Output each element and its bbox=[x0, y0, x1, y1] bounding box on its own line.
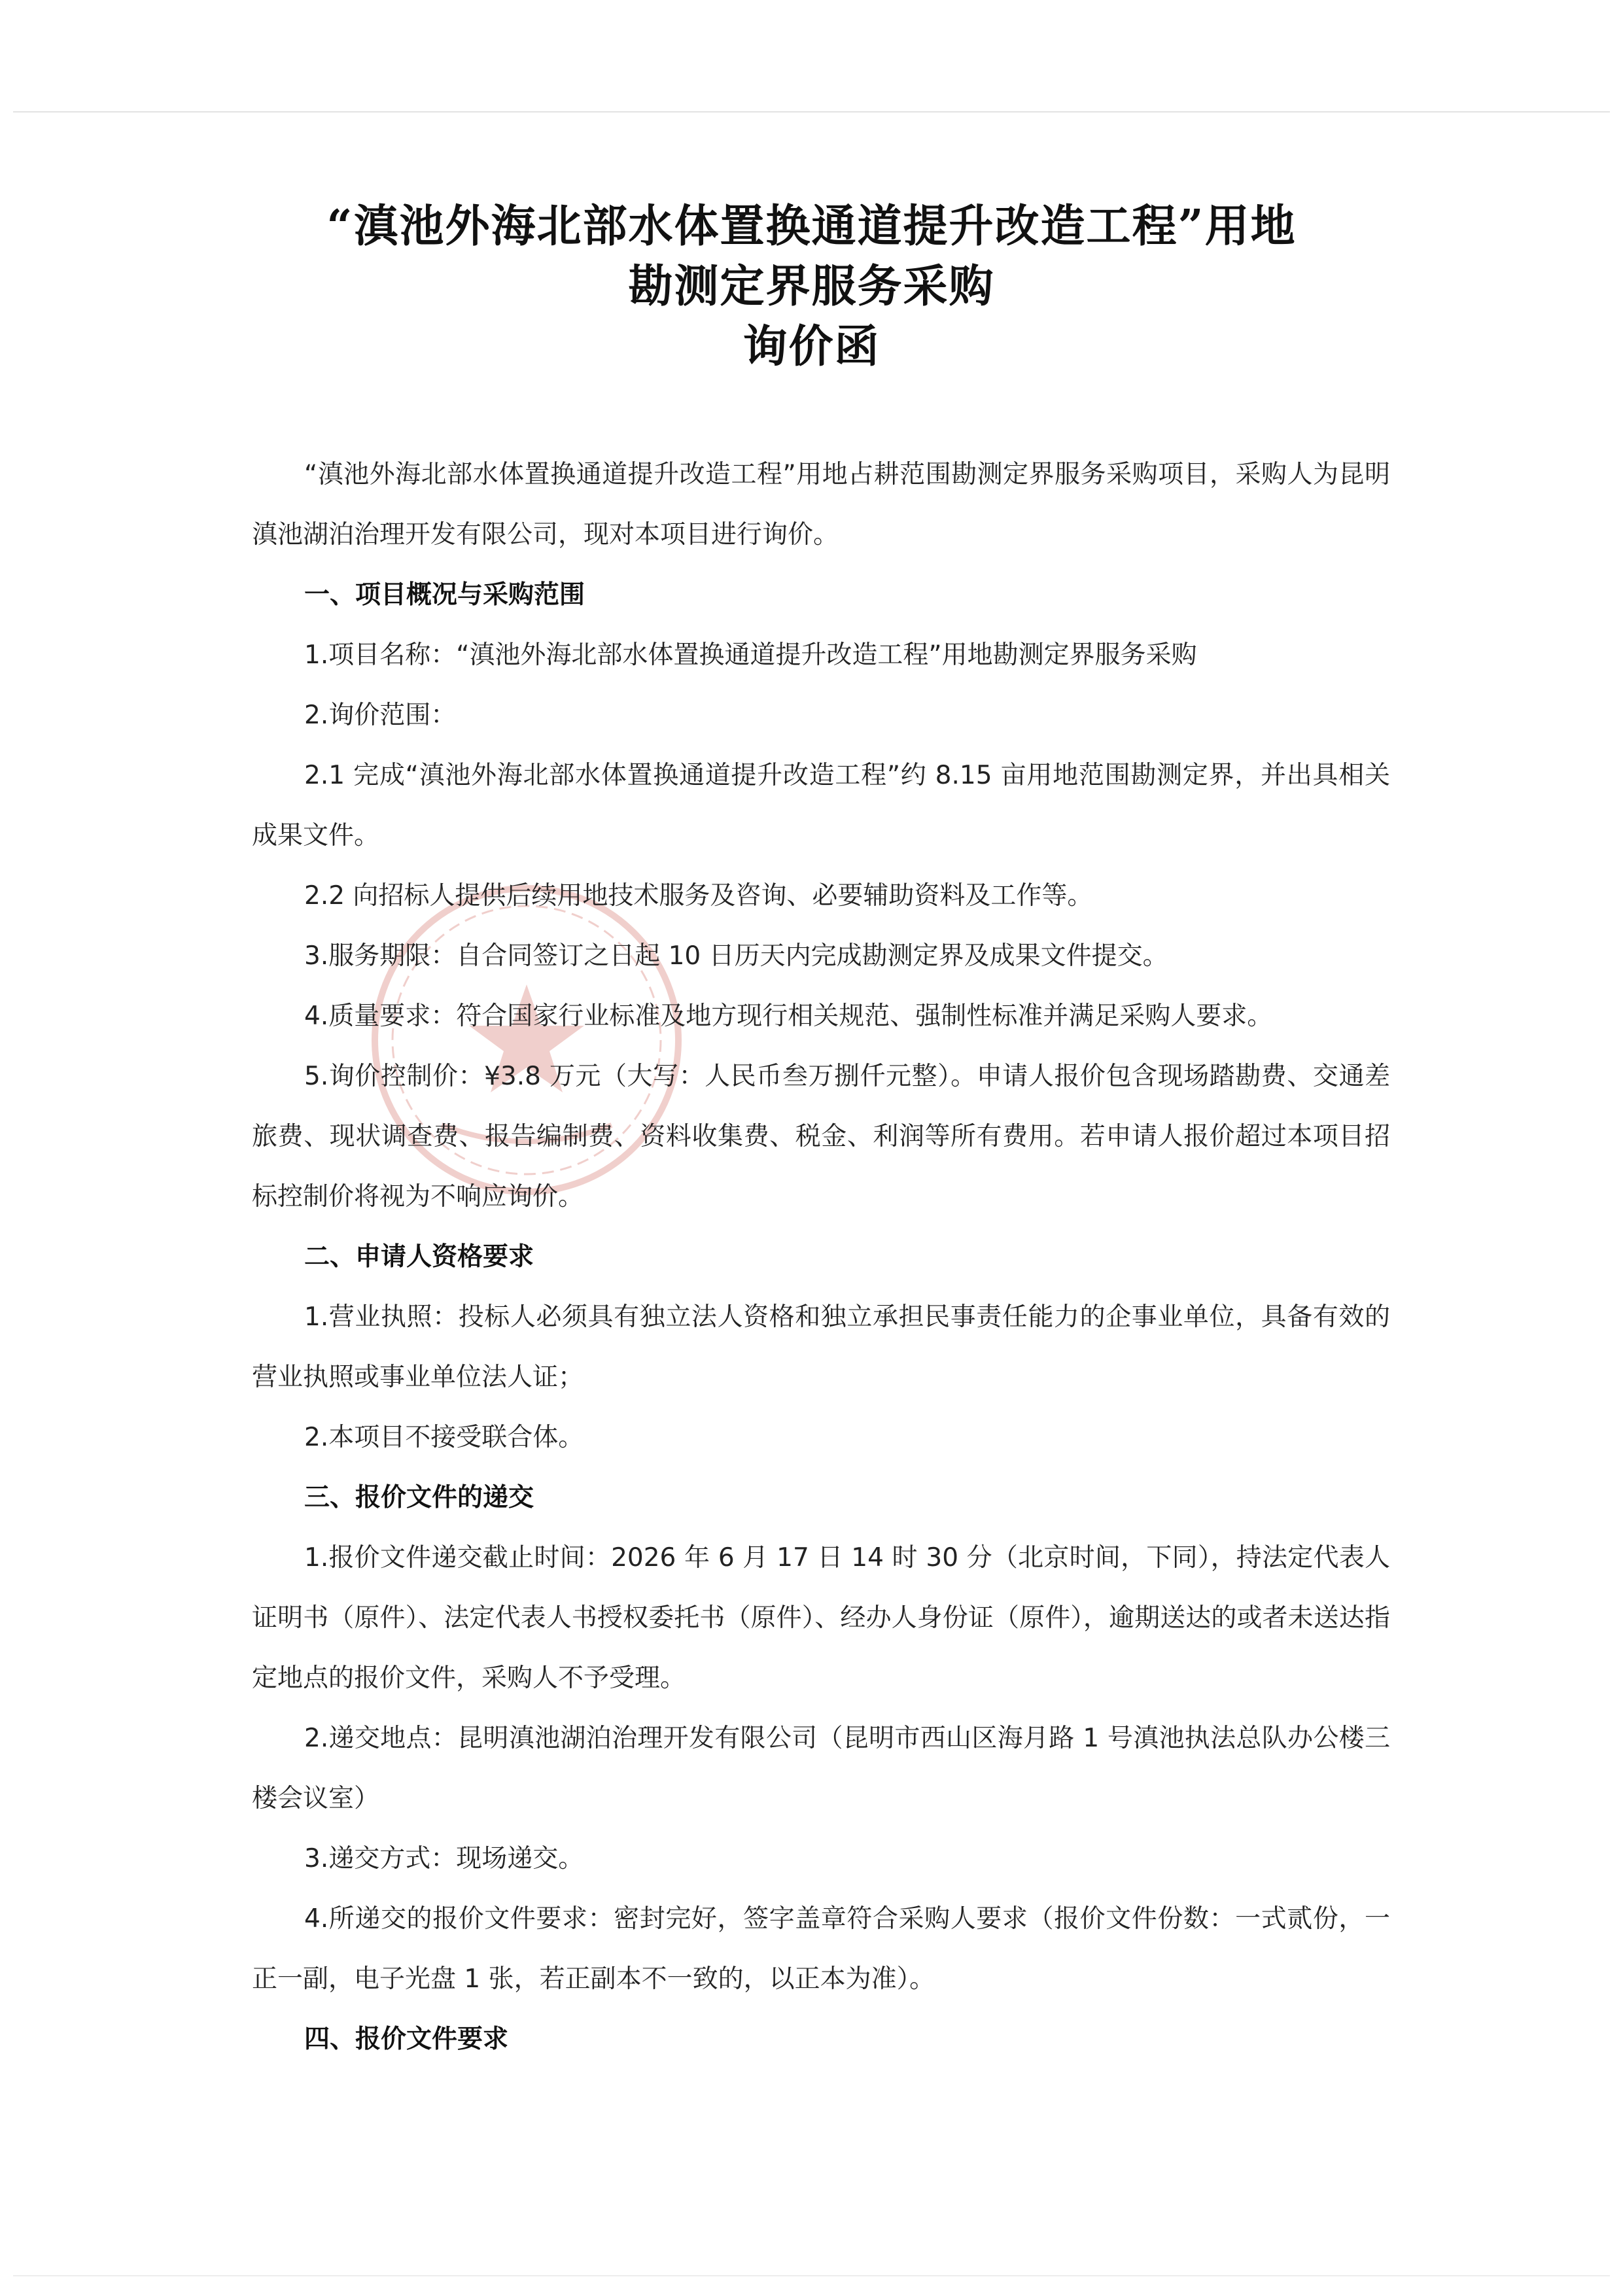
quote-document-requirement-item: 4.所递交的报价文件要求：密封完好，签字盖章符合采购人要求（报价文件份数：一式贰份，一正一副，电子光盘 1 张，若正副本不一致的，以正本为准）。 bbox=[252, 1904, 1390, 1994]
section-heading-1: 一、项目概况与采购范围 bbox=[304, 580, 585, 610]
intro-paragraph: “滇池外海北部水体置换通道提升改造工程”用地占耕范围勘测定界服务采购项目，采购人为昆明滇池湖泊治理开发有限公司，现对本项目进行询价。 bbox=[252, 460, 1390, 549]
business-license-item: 1.营业执照：投标人必须具有独立法人资格和独立承担民事责任能力的企事业单位，具备有效的营业执照或事业单位法人证； bbox=[252, 1302, 1390, 1392]
document-body bbox=[252, 445, 1390, 2070]
document-title-line-2: 勘测定界服务采购 bbox=[628, 260, 995, 313]
quality-requirement-item: 4.质量要求：符合国家行业标准及地方现行相关规范、强制性标准并满足采购人要求。 bbox=[304, 1001, 1273, 1031]
section-heading-4: 四、报价文件要求 bbox=[304, 2025, 509, 2054]
inquiry-scope-item: 2.询价范围： bbox=[304, 701, 457, 730]
scope-item-2-1: 2.1 完成“滇池外海北部水体置换通道提升改造工程”约 8.15 亩用地范围勘测定界，并出具相关成果文件。 bbox=[252, 761, 1390, 850]
scan-border-top bbox=[13, 111, 1610, 113]
submission-location-item: 2.递交地点：昆明滇池湖泊治理开发有限公司（昆明市西山区海月路 1 号滇池执法总队办公楼三楼会议室） bbox=[252, 1724, 1390, 1813]
project-name-item: 1.项目名称：“滇池外海北部水体置换通道提升改造工程”用地勘测定界服务采购 bbox=[304, 640, 1197, 670]
scan-border-bottom bbox=[13, 2275, 1610, 2276]
service-period-item: 3.服务期限：自合同签订之日起 10 日历天内完成勘测定界及成果文件提交。 bbox=[304, 941, 1168, 971]
section-heading-2: 二、申请人资格要求 bbox=[304, 1242, 534, 1272]
section-heading-3: 三、报价文件的递交 bbox=[304, 1483, 534, 1512]
document-title-line-3: 询价函 bbox=[742, 321, 881, 373]
document-title-line-1: “滇池外海北部水体置换通道提升改造工程”用地 bbox=[326, 200, 1297, 252]
submission-method-item: 3.递交方式：现场递交。 bbox=[304, 1844, 584, 1873]
consortium-item: 2.本项目不接受联合体。 bbox=[304, 1423, 584, 1452]
price-control-item: 5.询价控制价：¥3.8 万元（大写：人民币叁万捌仟元整）。申请人报价包含现场踏勘费、交通差旅费、现状调查费、报告编制费、资料收集费、税金、利润等所有费用。若申请人报价超过本项目招标控制价将视为不响应询价。 bbox=[252, 1062, 1390, 1211]
scope-item-2-2: 2.2 向招标人提供后续用地技术服务及咨询、必要辅助资料及工作等。 bbox=[304, 881, 1093, 911]
submission-deadline-item: 1.报价文件递交截止时间：2026 年 6 月 17 日 14 时 30 分（北京时间，下同），持法定代表人证明书（原件）、法定代表人书授权委托书（原件）、经办人身份证（原件），逾期送达的或者未送达指定地点的报价文件，采购人不予受理。 bbox=[252, 1543, 1390, 1693]
